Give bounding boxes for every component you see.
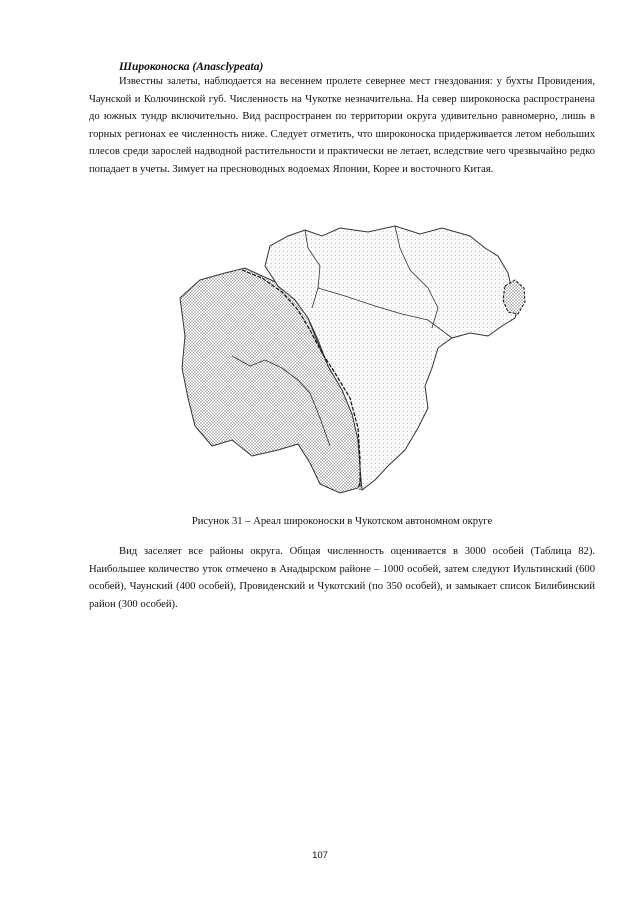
figure-caption: Рисунок 31 – Ареал широконоски в Чукотском автономном округе [191, 516, 493, 527]
paragraph-distribution: Известны залеты, наблюдается на весеннем пролете севернее мест гнездования: у бухты Провидения, Чаунской и Колючинской губ. Численность на Чукотке незначительна. На север широконоска распространена до южных тундр включительно. Вид распространен по территории округа удивительно равномерно, лишь в горных регионах ее численность ниже. Следует отметить, что широконоска придерживается летом небольших плесов среди зарослей надводной растительности и практически не летает, вследствие чего чрезвычайно редко попадает в учеты. Зимует на пресноводных водоемах Японии, Корее и восточного Китая. [89, 76, 595, 175]
chukotka-range-map [170, 218, 530, 508]
section-heading: Широконоска (Anasclypeata) [119, 61, 264, 73]
range-map-figure [170, 218, 530, 508]
map-region-peninsula [503, 280, 525, 314]
paragraph-population: Вид заселяет все районы округа. Общая численность оценивается в 3000 особей (Таблица 82). Наибольшее количество уток отмечено в Анадырском районе – 1000 особей, затем следуют Иультинский (600 особей), Чаунский (400 особей), Провиденский и Чукотский (по 350 особей), и замыкает список Билибинский район (300 особей). [89, 546, 595, 610]
page-number: 107 [312, 850, 328, 861]
